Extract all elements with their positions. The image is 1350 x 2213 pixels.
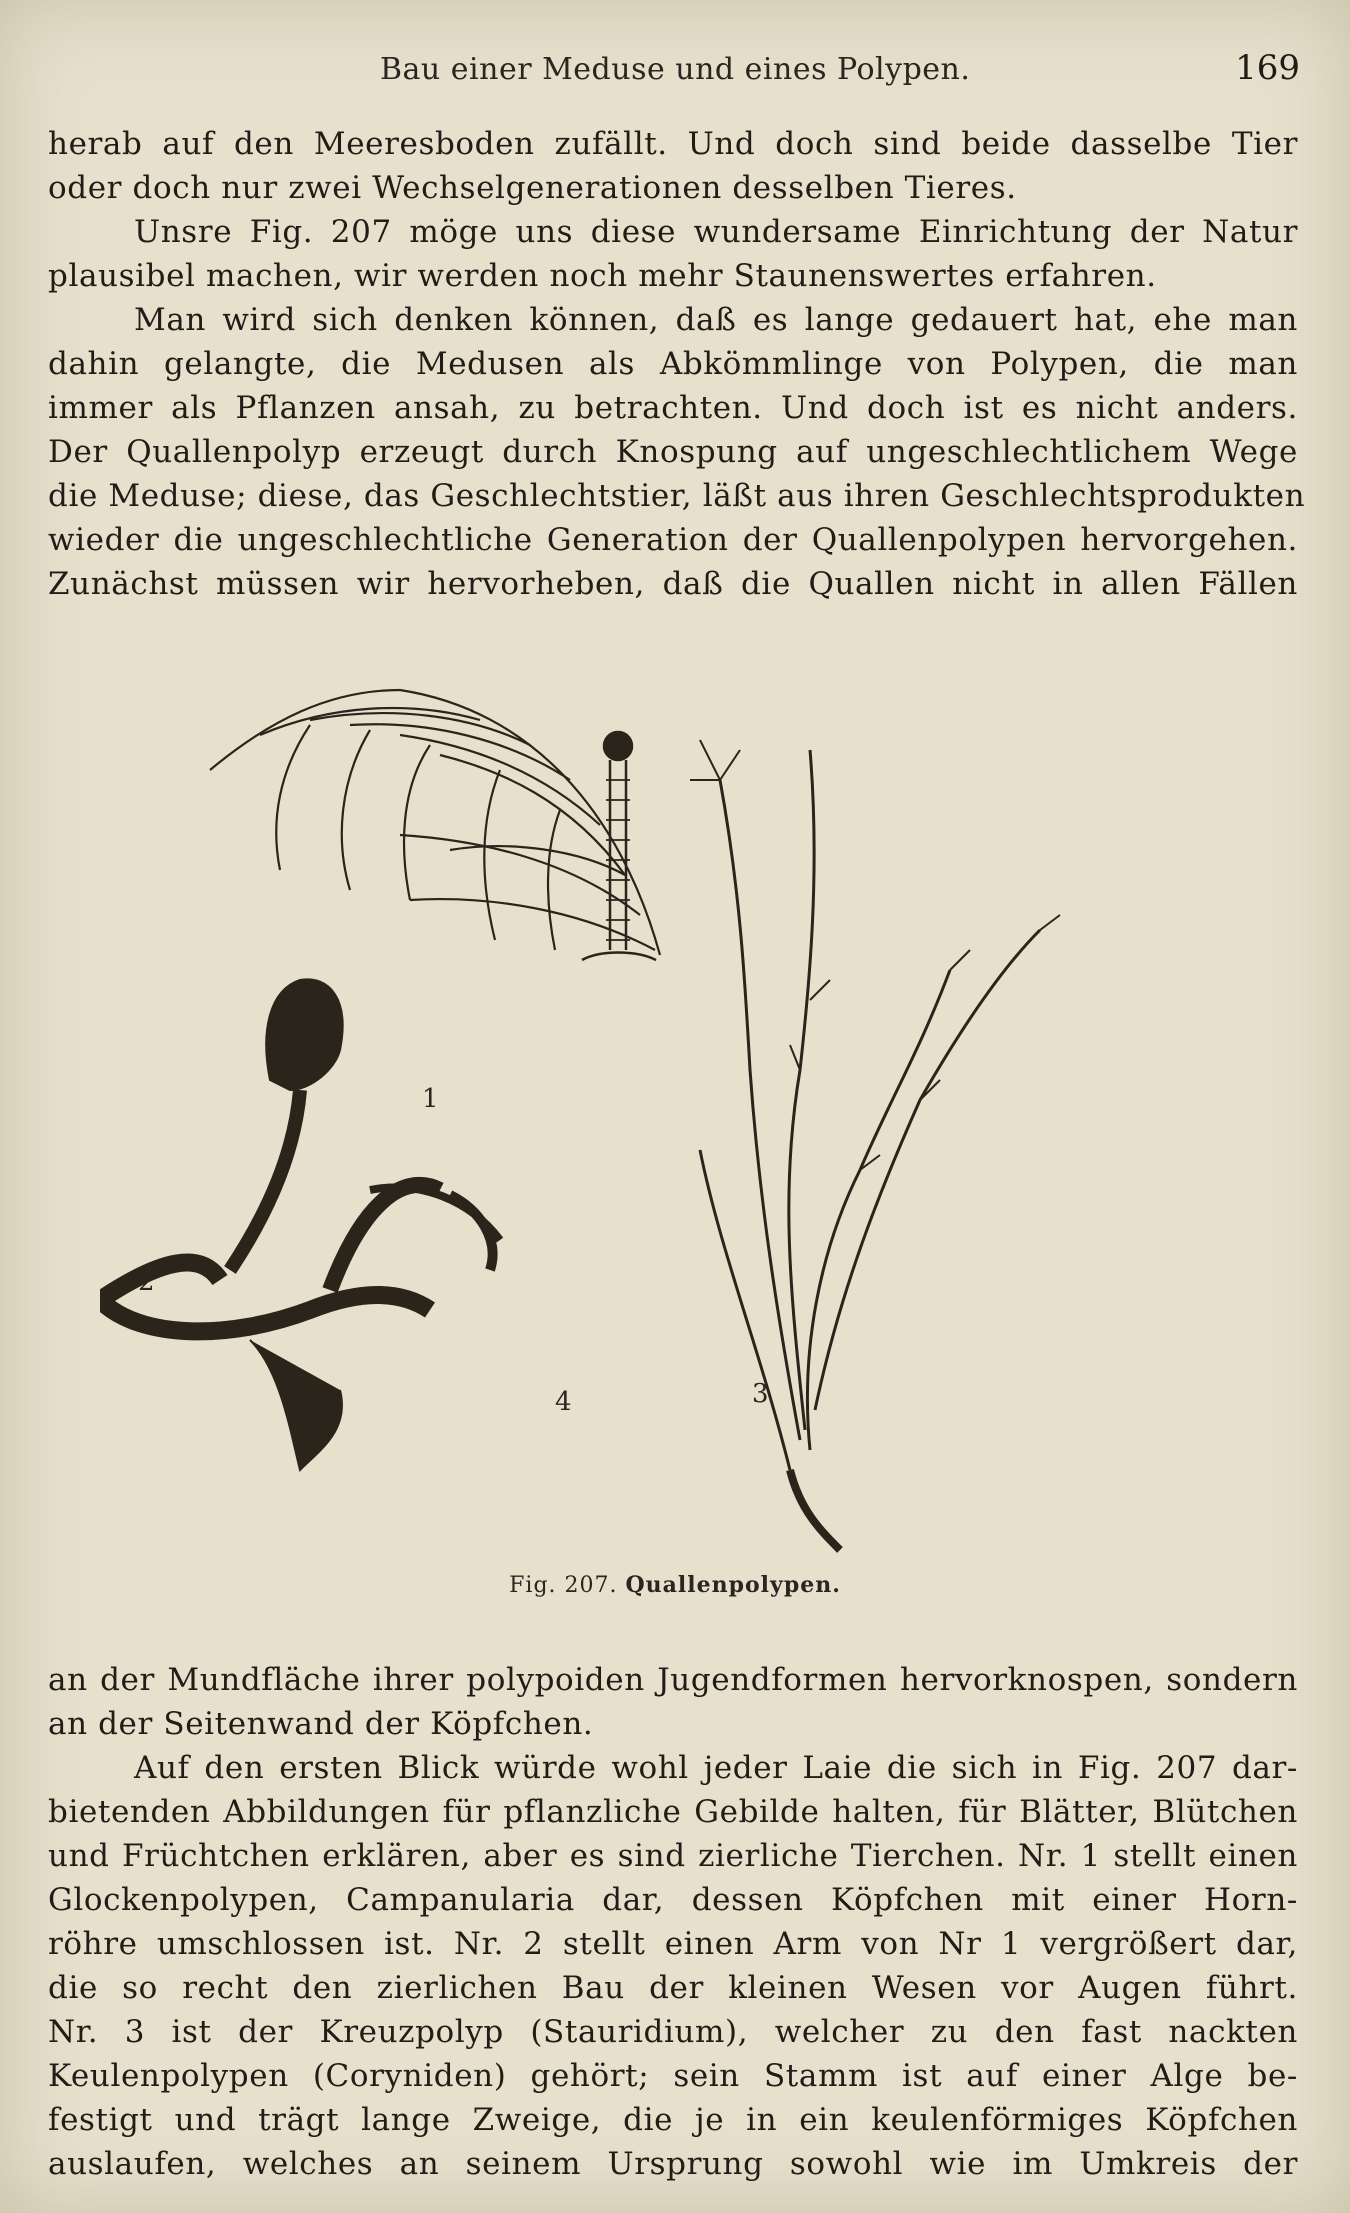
page-number: 169 <box>1235 48 1300 88</box>
figure-illustration <box>100 650 1250 1590</box>
kreuzpolyp-illustration <box>690 740 1060 1550</box>
campanularia-frond-illustration <box>210 690 660 955</box>
figure-label-1: 1 <box>422 1084 439 1114</box>
text-line: festigt und trägt lange Zweige, die je in ein keulenförmiges Köpfchen <box>48 2102 1298 2138</box>
text-line: Nr. 3 ist der Kreuzpolyp (Stauridium), welcher zu den fast nackten <box>48 2014 1298 2050</box>
stalk-polyp-illustration <box>582 732 656 960</box>
text-line: Glockenpolypen, Campanularia dar, dessen Köpfchen mit einer Horn- <box>48 1882 1298 1918</box>
text-line: auslaufen, welches an seinem Ursprung sowohl wie im Umkreis der <box>48 2146 1298 2182</box>
text-line: Zunächst müssen wir hervorheben, daß die Quallen nicht in allen Fällen <box>48 566 1298 602</box>
text-line: oder doch nur zwei Wechselgenerationen desselben Tieres. <box>48 170 1017 206</box>
text-line: wieder die ungeschlechtliche Generation der Quallenpolypen hervorgehen. <box>48 522 1298 558</box>
text-line: dahin gelangte, die Medusen als Abkömmlinge von Polypen, die man <box>48 346 1298 382</box>
body-text-bottom <box>48 1658 1298 2186</box>
text-line: Der Quallenpolyp erzeugt durch Knospung auf ungeschlechtlichem Wege <box>48 434 1298 470</box>
text-line: die so recht den zierlichen Bau der kleinen Wesen vor Augen führt. <box>48 1970 1298 2006</box>
body-text-top <box>48 122 1306 606</box>
caption-number: Fig. 207. <box>509 1573 618 1598</box>
figure-label-4: 4 <box>555 1387 572 1417</box>
text-line: die Meduse; diese, das Geschlechtstier, läßt aus ihren Geschlechtsprodukten <box>48 478 1306 514</box>
figure-207 <box>100 650 1250 1590</box>
text-line: immer als Pflanzen ansah, zu betrachten. Und doch ist es nicht anders. <box>48 390 1298 426</box>
figure-caption <box>0 1572 1350 1598</box>
text-line: Man wird sich denken können, daß es lange gedauert hat, ehe man <box>134 302 1298 338</box>
running-head: Bau einer Meduse und eines Polypen. <box>380 52 971 87</box>
cup-polyp-illustration <box>100 979 500 1470</box>
text-line: röhre umschlossen ist. Nr. 2 stellt einen Arm von Nr 1 vergrößert dar, <box>48 1926 1298 1962</box>
text-line: plausibel machen, wir werden noch mehr Staunenswertes erfahren. <box>48 258 1157 294</box>
text-line: an der Mundfläche ihrer polypoiden Jugendformen hervorknospen, sondern <box>48 1662 1298 1698</box>
text-line: Unsre Fig. 207 möge uns diese wundersame Einrichtung der Natur <box>134 214 1298 250</box>
caption-title: Quallenpolypen. <box>625 1572 841 1598</box>
text-line: herab auf den Meeresboden zufällt. Und doch sind beide dasselbe Tier <box>48 126 1298 162</box>
text-line: bietenden Abbildungen für pflanzliche Gebilde halten, für Blätter, Blütchen <box>48 1794 1298 1830</box>
text-line: Auf den ersten Blick würde wohl jeder Laie die sich in Fig. 207 dar- <box>134 1750 1298 1786</box>
figure-label-3: 3 <box>752 1379 769 1409</box>
page-header <box>0 48 1350 98</box>
figure-label-2: 2 <box>138 1267 155 1297</box>
text-line: und Früchtchen erklären, aber es sind zierliche Tierchen. Nr. 1 stellt einen <box>48 1838 1298 1874</box>
text-line: an der Seitenwand der Köpfchen. <box>48 1706 594 1742</box>
text-line: Keulenpolypen (Coryniden) gehört; sein Stamm ist auf einer Alge be- <box>48 2058 1298 2094</box>
